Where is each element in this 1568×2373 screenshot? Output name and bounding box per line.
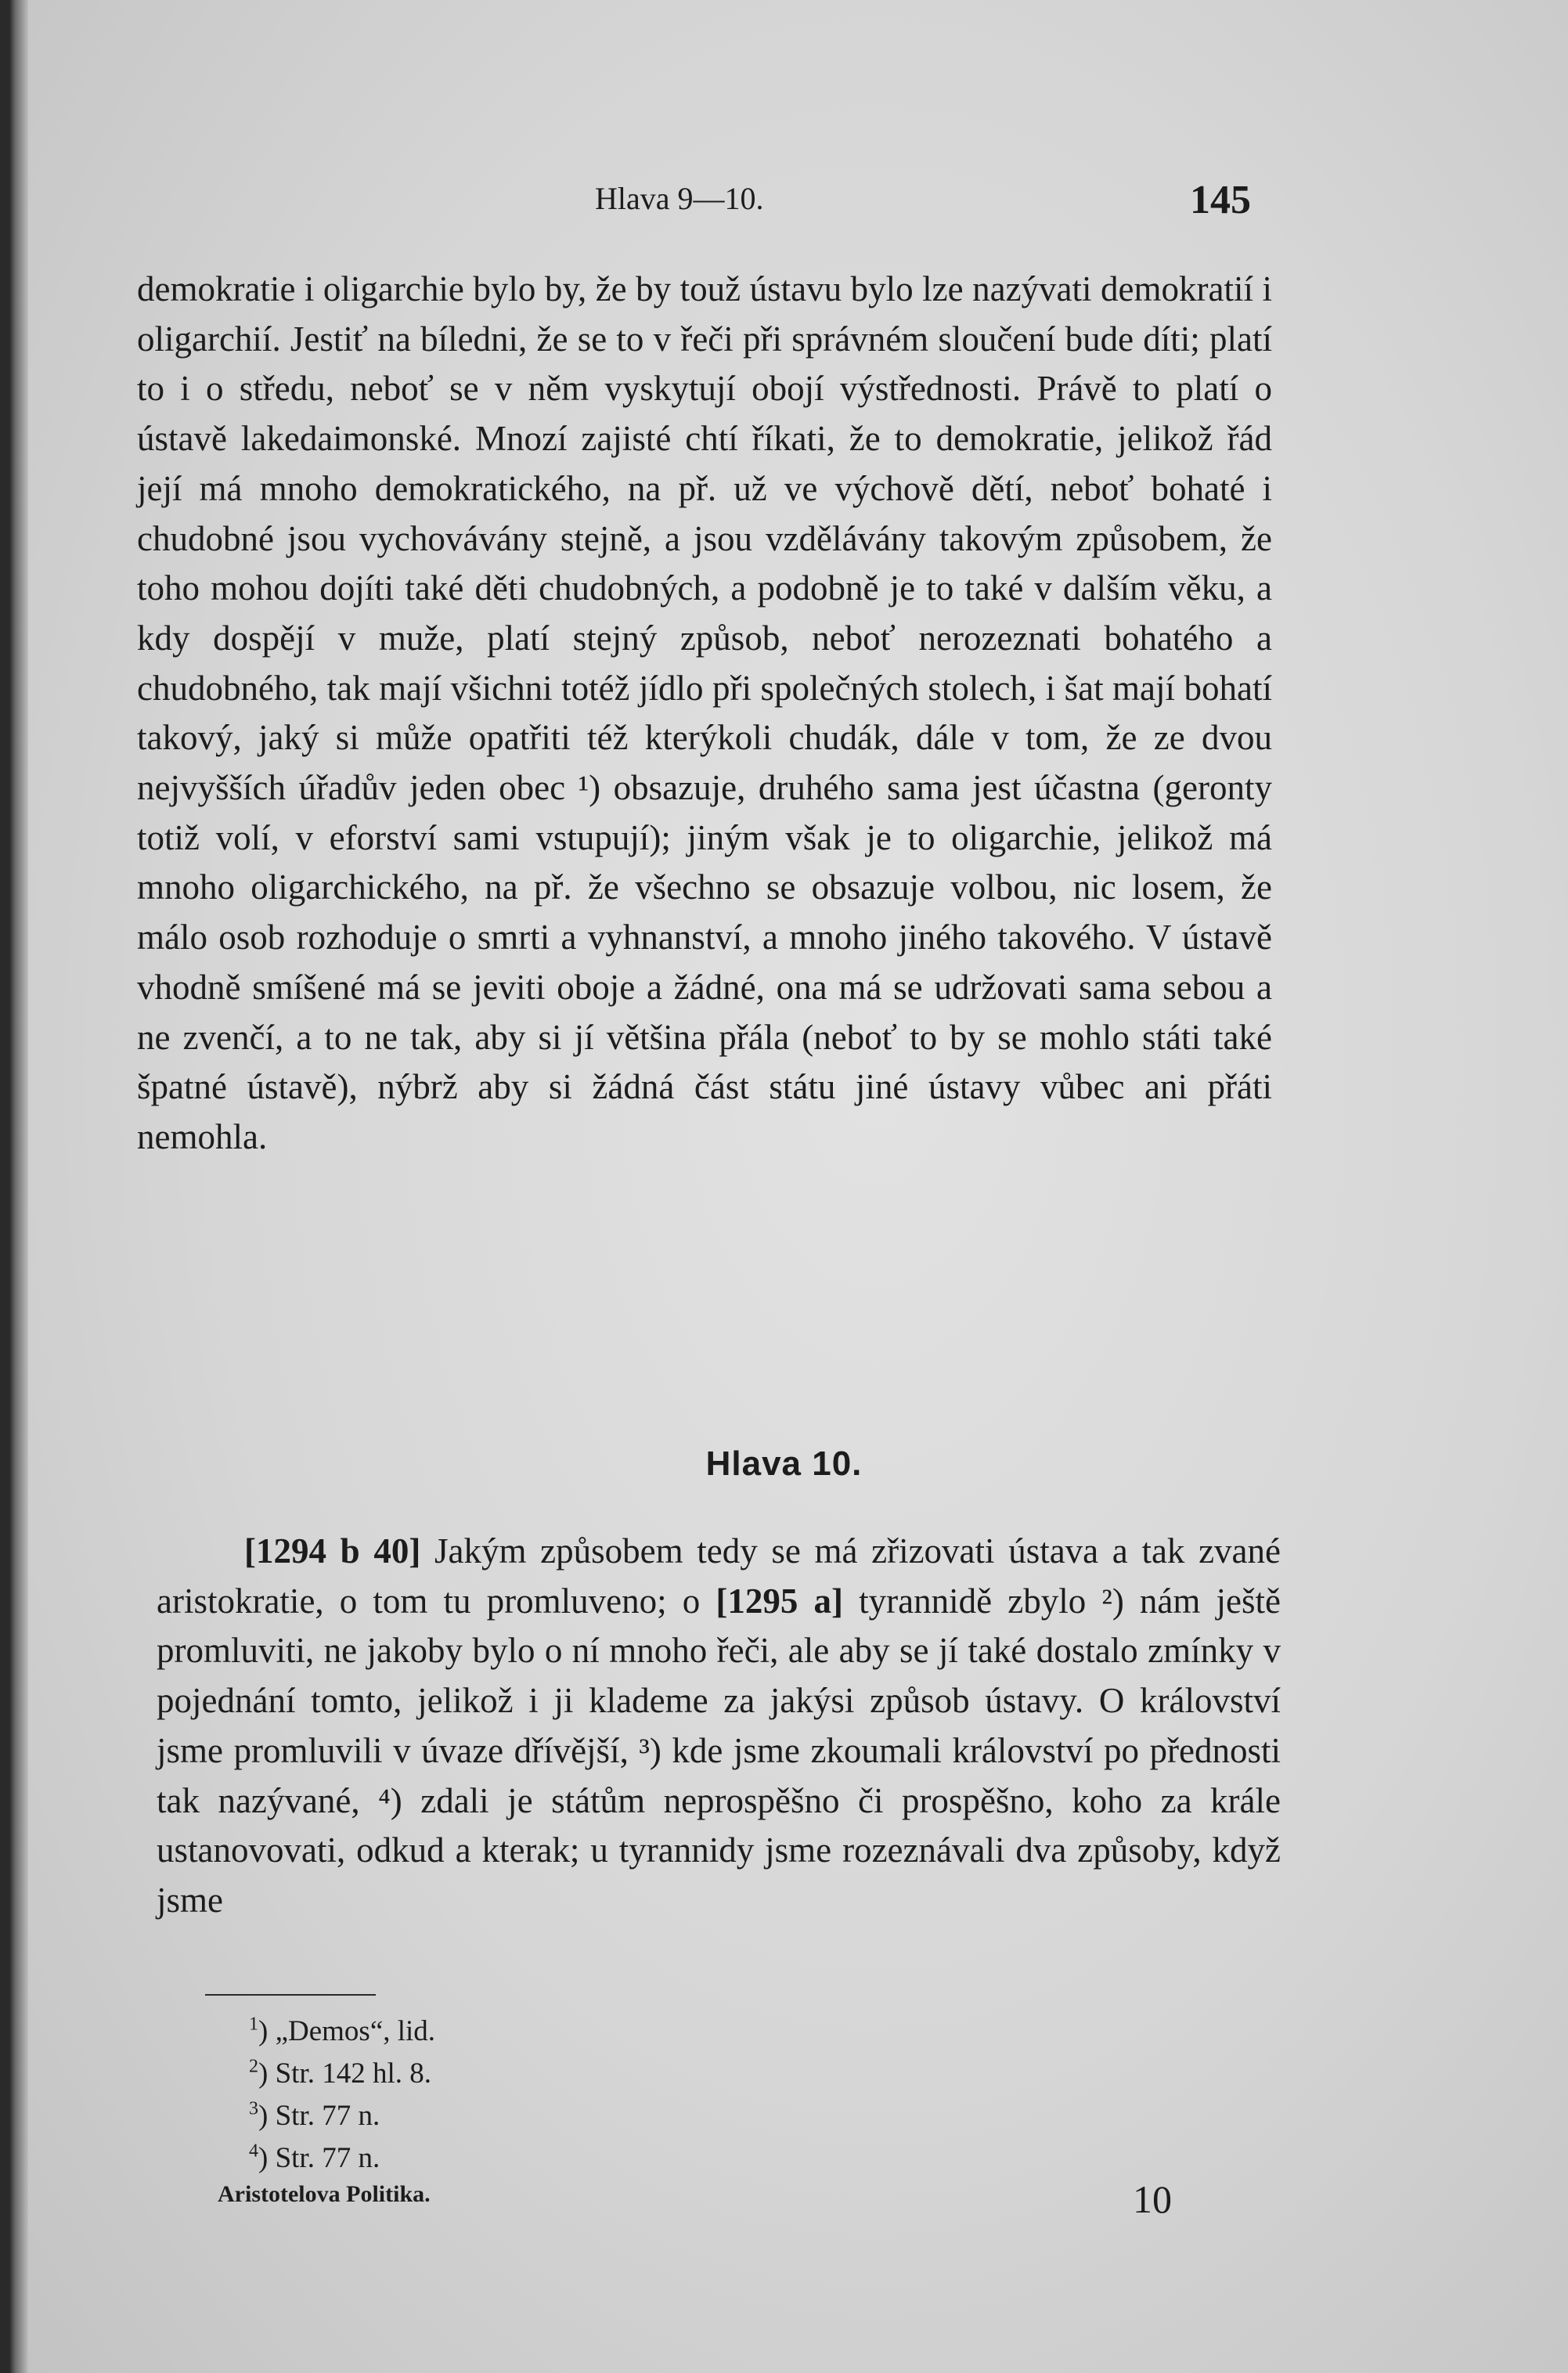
footnote-mark: 4 [249,2140,258,2162]
footnote [249,2095,435,2137]
running-head: Hlava 9—10. [595,181,764,216]
footnote-mark: 2 [249,2056,258,2077]
signature-mark: 10 [1133,2177,1172,2221]
footnotes [249,2011,435,2180]
book-title-footer: Aristotelova Politika. [218,2181,431,2207]
footnote [249,2053,435,2095]
chapter-heading: Hlava 10. [705,1444,863,1483]
body-paragraph: demokratie i oligarchie bylo by, že by touž ústavu bylo lze nazývati demokratií i oligarchií. Jestiť na bíledni, že se to v řeči při správném sloučení bude díti; platí to i o středu, neboť se v něm vyskytují obojí výstřednosti. Právě to platí o ústavě lakedaimonské. Mnozí zajisté chtí říkati, že to demokratie, jelikož řád její má mnoho demokratického, na př. už ve výchově dětí, neboť bohaté i chudobné jsou vychovávány stejně, a jsou vzdělávány takovým způsobem, že toho mohou dojíti také děti chudobných, a podobně je to také v dalším věku, a kdy dospějí v muže, platí stejný způsob, neboť nerozeznati bohatého a chudobného, tak mají všichni totéž jídlo při společných stolech, i šat mají bohatí takový, jaký si může opatřiti též kterýkoli chudák, dále v tom, že ze dvou nejvyšších úřadův jeden obec ¹) obsazuje, druhého sama jest účastna (geronty totiž volí, v eforství sami vstupují); jiným však je to oligarchie, jelikož má mnoho oligarchického, na př. že všechno se obsazuje volbou, nic losem, že málo osob rozhoduje o smrti a vyhnanství, a mnoho jiného takového. V ústavě vhodně smíšené má se jeviti oboje a žádné, ona má se udržovati sama sebou a ne zvenčí, a to ne tak, aby si jí většina přála (neboť to by se mohlo státi také špatné ústavě), nýbrž aby si žádná část státu jiné ústavy vůbec ani přáti nemohla. [137,269,1272,1156]
chapter-text-segment: Jakým způsobem tedy se má zřizovati ústava a tak zvané aristokratie, o tom tu promluveno; o [157,1531,1281,1621]
footnote-mark: 3 [249,2098,258,2119]
footnote [249,2011,435,2053]
footnote [249,2137,435,2180]
chapter-text-segment: tyrannidě zbylo ²) nám ještě promluviti, ne jakoby bylo o ní mnoho řeči, ale aby se jí také dostalo zmínky v pojednání tomto, jelikož i ji klademe za jakýsi způsob ústavy. O království jsme promluvili v úvaze dřívější, ³) kde jsme zkoumali království po přednosti tak nazývané, ⁴) zdali je státům neprospěšno či prospěšno, koho za krále ustanovovati, odkud a kterak; u tyrannidy jsme rozeznávali dva způsoby, když jsme [157,1581,1281,1920]
book-spine-shadow [0,0,28,2373]
bekker-reference: [1294 b 40] [244,1531,421,1571]
page-number: 145 [1190,178,1251,222]
bekker-reference: [1295 a] [716,1581,844,1621]
footnote-text: ) Str. 77 n. [258,2100,380,2132]
footnote-text: ) Str. 142 hl. 8. [258,2057,431,2090]
chapter-paragraph [157,1527,1281,1926]
footnote-text: ) Str. 77 n. [258,2142,380,2174]
footnote-rule [205,1994,376,1996]
chapter-paragraph-block [157,1527,1281,1926]
footnote-text: ) „Demos“, lid. [258,2015,436,2047]
body-paragraph-block [137,265,1272,1163]
footnote-mark: 1 [249,2014,258,2035]
